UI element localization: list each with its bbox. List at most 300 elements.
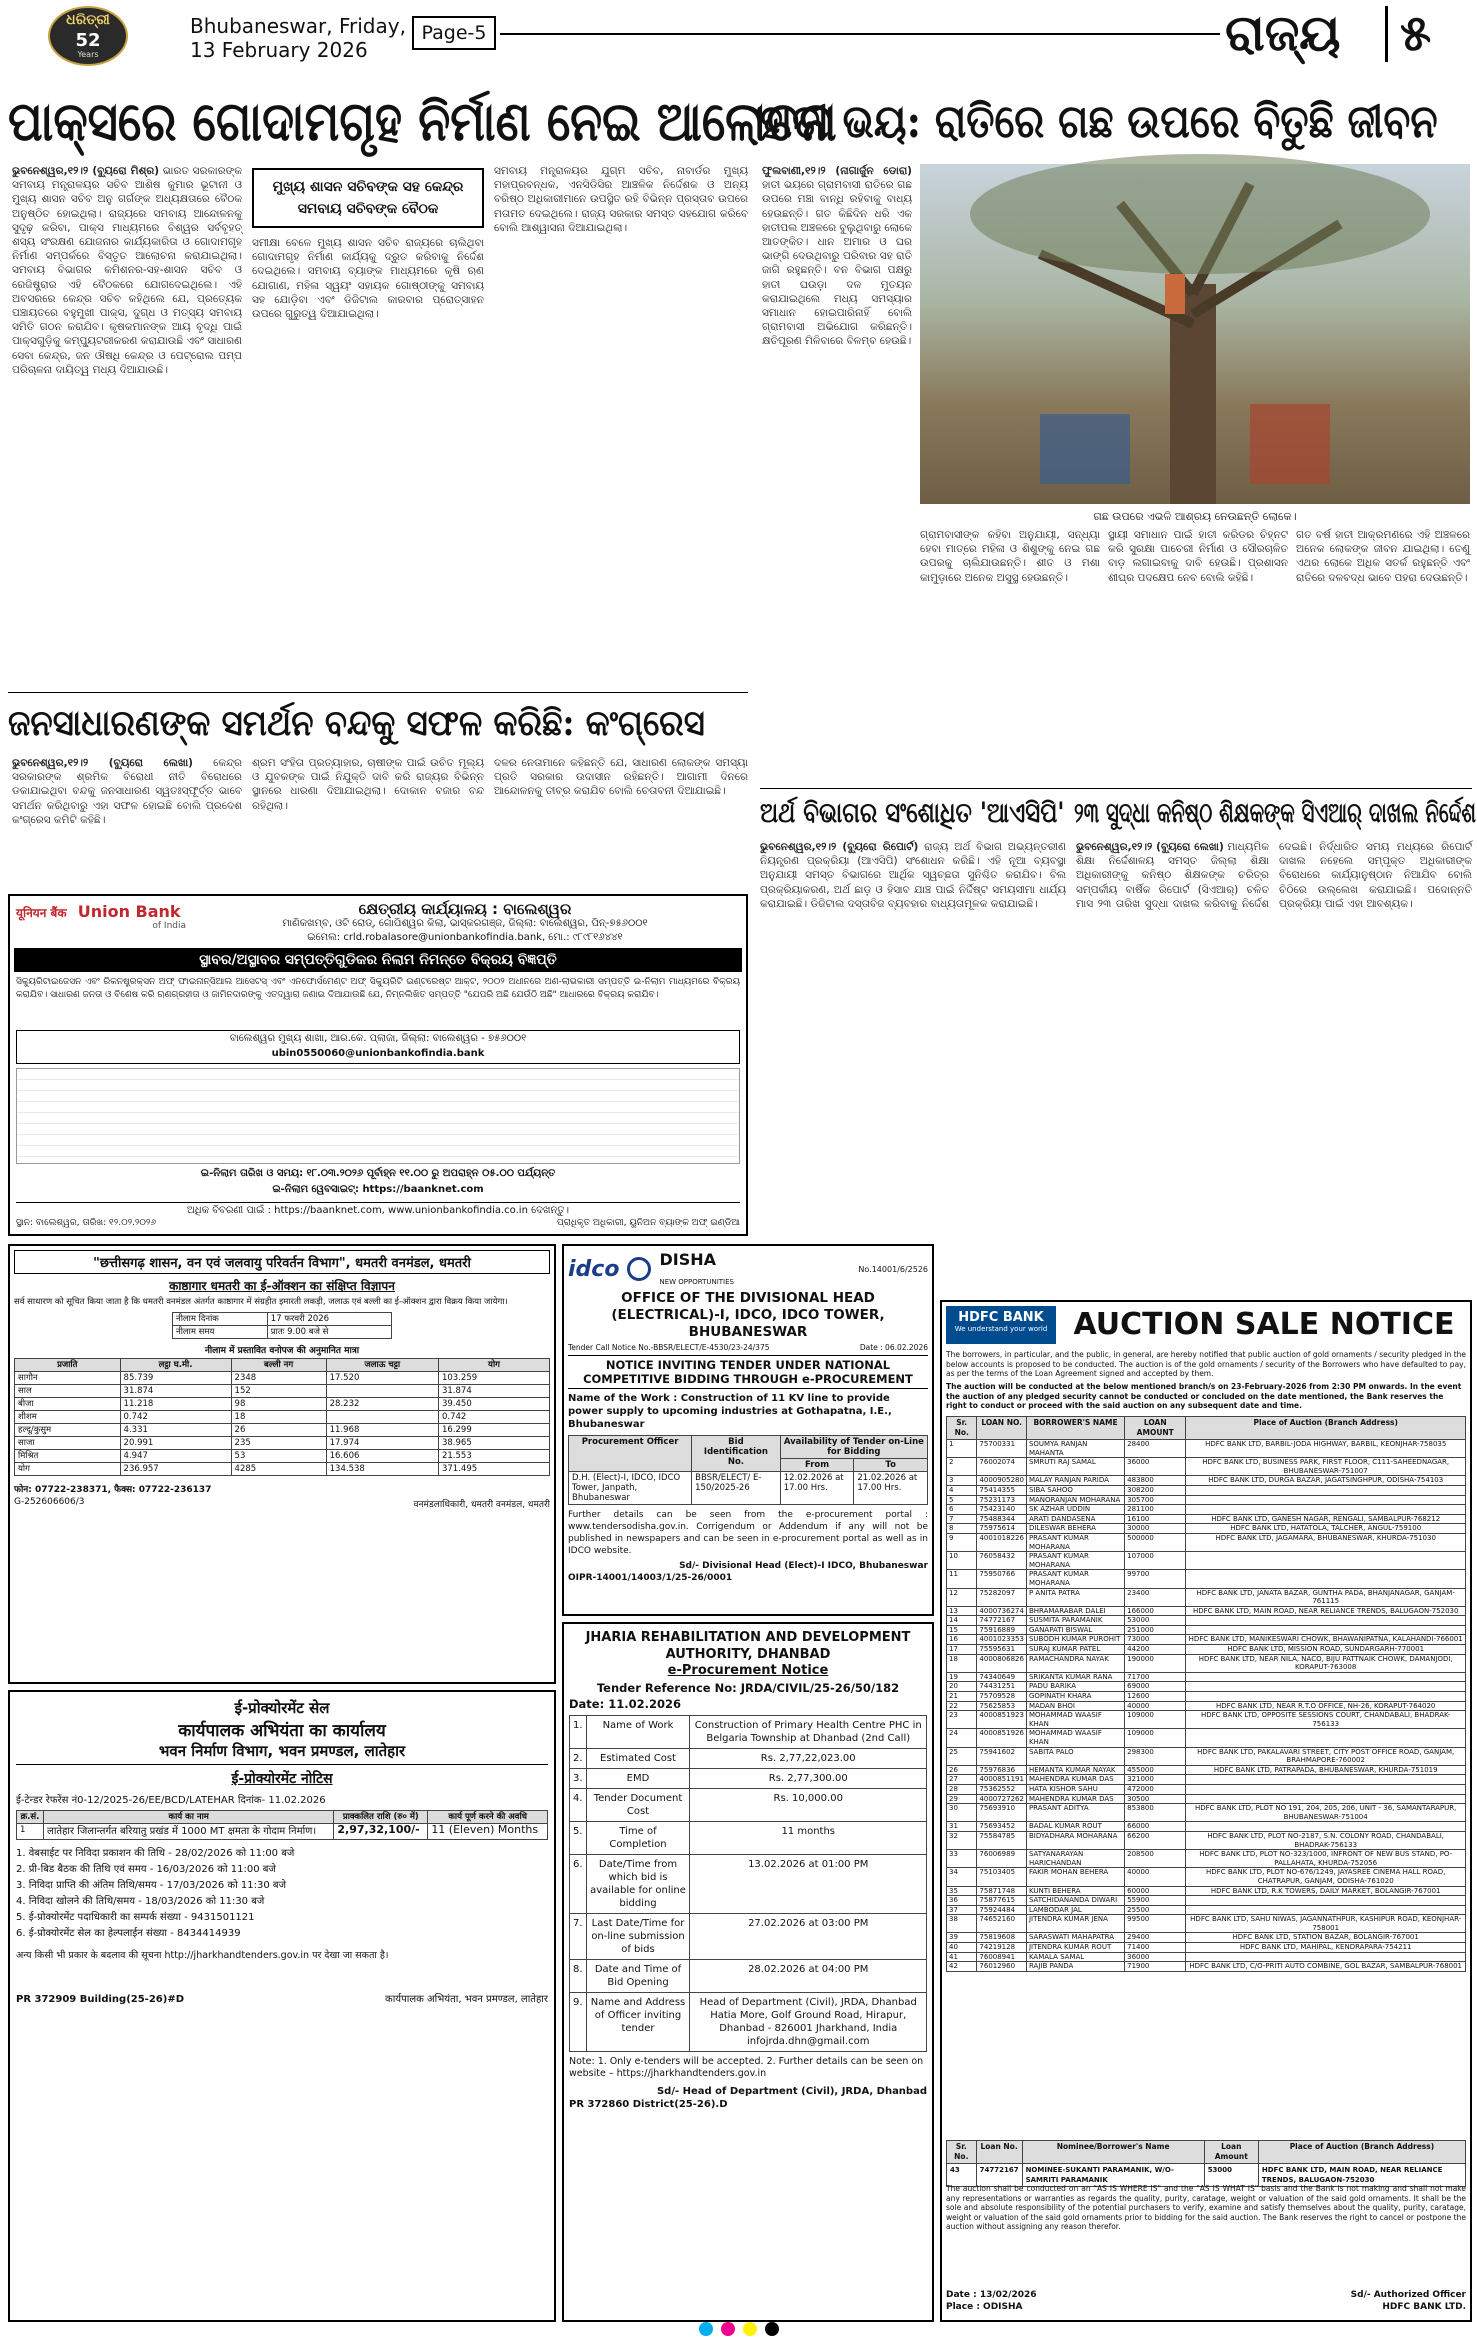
story5-body-a: ମାଧ୍ୟମିକ ଶିକ୍ଷା ନିର୍ଦ୍ଦେଶାଳୟ ସମସ୍ତ ଜିଲ୍ଲା ଶିକ୍ଷା ଅଧିକାରୀଙ୍କୁ କନିଷ୍ଠ ଶିକ୍ଷକଙ୍କ ଚରିତ୍ର ସମ୍ପର୍କୀୟ ବାର୍ଷିକ ରିପୋର୍ଟ (ସିଏଆର୍) ଚଳିତ ମାସ ୨୩ ତାରିଖ ସୁଦ୍ଧା ଦାଖଲ କରିବାକୁ ନିର୍ଦ୍ଦେଶ ଦେଇଛି। (1076, 841, 1312, 910)
hdfc-row-cell: 36000 (1125, 1952, 1186, 1962)
cg-table-title: नीलाम में प्रस्तावित वनोपज की अनुमानित मात्रा (204, 1346, 360, 1356)
hdfc-row-cell: HDFC BANK LTD, SAHU NIWAS, JAGANNATHPUR, KASHIPUR ROAD, KEONJHAR-758001 (1186, 1915, 1466, 1933)
story3-dateline: ଫୁଲବାଣୀ,୧୨।୨ (ନାଗାର୍ଜୁନ ଡୋରା) (762, 165, 912, 177)
hdfc-row-cell (1186, 1794, 1466, 1804)
jrda-row-cell: 27.02.2026 at 03:00 PM (690, 1914, 927, 1960)
hdfc-row (947, 1440, 1466, 1458)
story2-body-a: କେନ୍ଦ୍ର ସରକାରଙ୍କ ଶ୍ରମିକ ବିରୋଧୀ ନୀତି ବିରୋଧରେ ଡକାଯାଇଥିବା ବନ୍ଦକୁ ଜନସାଧାରଣ ସ୍ୱତଃସ୍ଫୂର୍ତ୍ତ ଭାବେ ସମର୍ଥନ କରିଥିବାରୁ ଏହା ସଫଳ ହୋଇଛି ବୋଲି ପ୍ରଦେଶ କଂଗ୍ରେସ କମିଟି କହିଛି। (12, 757, 242, 826)
jh-work-table (16, 1810, 548, 1840)
union-signatory: ପ୍ରାଧିକୃତ ଅଧିକାରୀ, ୟୁନିଅନ ବ୍ୟାଙ୍କ ଅଫ୍ ଇଣ୍ଡିଆ (557, 1218, 740, 1228)
hdfc-row-cell: 74431251 (977, 1682, 1027, 1692)
hdfc-row (947, 1896, 1466, 1906)
hdfc-row-cell: KAMALA SAMAL (1026, 1952, 1124, 1962)
story1-headline: ପାକ୍ସରେ ଗୋଦାମଗୃହ ନିର୍ମାଣ ନେଇ ଆଲୋଚନା (8, 89, 837, 153)
hdfc-row (947, 1701, 1466, 1711)
hdfc-row (947, 1711, 1466, 1729)
jrda-row-cell: 2. (570, 1749, 587, 1769)
hdfc-row (947, 1476, 1466, 1486)
hdfc-row-cell (1186, 1905, 1466, 1915)
hdfc-row-cell: 75584785 (977, 1831, 1027, 1849)
cg-row-cell: 2348 (231, 1372, 326, 1385)
hdfc-row-cell: 38 (947, 1915, 977, 1933)
idco-notice: NOTICE INVITING TENDER UNDER NATIONAL COMPETITIVE BIDDING THROUGH e-PROCUREMENT (568, 1355, 928, 1389)
union-bank-name-hindi: यूनियन बैंक (16, 906, 67, 920)
hdfc-row-cell: 40000 (1125, 1701, 1186, 1711)
rule-story4 (760, 788, 1472, 789)
hdfc-nominee-header-cell: Loan Amount (1204, 2141, 1258, 2164)
hdfc-row-cell: 75950766 (977, 1570, 1027, 1588)
hdfc-row-cell: 75976836 (977, 1765, 1027, 1775)
cg-date-table (172, 1312, 392, 1339)
hdfc-row-cell: 4000851926 (977, 1729, 1027, 1747)
hdfc-row-cell (1186, 1616, 1466, 1626)
hdfc-row-cell: SOUMYA RANJAN MAHANTA (1026, 1440, 1124, 1458)
story2-body-b: ଶ୍ରମ ସଂହିତା ପ୍ରତ୍ୟାହାର, ଚାଷୀଙ୍କ ପାଇଁ ଉଚିତ ମୂଲ୍ୟ ଓ ଯୁବକଙ୍କ ପାଇଁ ନିଯୁକ୍ତି ଦାବି କରି ରାଜ୍ୟର ବିଭିନ୍ନ ସ୍ଥାନରେ ଧାରଣା ଦିଆଯାଇଥିଲା। ଦୋକାନ ବଜାର ବନ୍ଦ ରହିଥିଲା। (252, 757, 484, 812)
union-place-date: ସ୍ଥାନ: ବାଲେଶ୍ୱର, ତାରିଖ: ୧୨.୦୨.୨୦୨୬ (16, 1218, 157, 1228)
hdfc-row-cell: 75709528 (977, 1692, 1027, 1702)
hdfc-row-cell: 107000 (1125, 1552, 1186, 1570)
jrda-row-cell: Name of Work (586, 1716, 690, 1749)
jrda-table (569, 1715, 927, 2052)
hdfc-row-cell: 308200 (1125, 1485, 1186, 1495)
hdfc-title: AUCTION SALE NOTICE (1073, 1307, 1455, 1342)
jrda-row-cell: Construction of Primary Health Centre PHC in Belgaria Township at Dhanbad (2nd Call) (690, 1716, 927, 1749)
hdfc-place: Place : ODISHA (946, 2302, 1023, 2312)
hdfc-row-cell: 36 (947, 1896, 977, 1906)
hdfc-row-cell: 30 (947, 1804, 977, 1822)
hdfc-row-cell: HEMANTA KUMAR NAYAK (1026, 1765, 1124, 1775)
hdfc-row-cell (1186, 1552, 1466, 1570)
logo-name: ଧରିତ୍ରୀ (66, 12, 110, 28)
hdfc-row (947, 1692, 1466, 1702)
hdfc-row-cell: 75916889 (977, 1625, 1027, 1635)
idco-sign: Sd/- Divisional Head (Elect)-I IDCO, Bhubaneswar (679, 1561, 928, 1571)
hdfc-row-cell: SATCHIDANANDA DIWARI (1026, 1896, 1124, 1906)
hdfc-row-cell: 3 (947, 1476, 977, 1486)
jh-line: 1. वेबसाईट पर निविदा प्रकाशन की तिथि - 28/02/2026 को 11:00 बजे (16, 1848, 295, 1859)
jrda-row-cell: EMD (586, 1769, 690, 1789)
hdfc-row-cell: 18 (947, 1654, 977, 1672)
idco-h3b: To (854, 1459, 928, 1472)
cg-row-cell: 134.538 (326, 1463, 438, 1476)
hdfc-row-cell: PRASANT KUMAR MOHARANA (1026, 1533, 1124, 1551)
disha-label: DISHA (659, 1250, 716, 1269)
jrda-row (570, 1749, 927, 1769)
hdfc-row-cell: PRASANT ADITYA (1026, 1804, 1124, 1822)
jrda-pr: PR 372860 District(25-26).D (569, 2099, 728, 2110)
hdfc-row (947, 1524, 1466, 1534)
hdfc-row-cell: HDFC BANK LTD, BARBIL-JODA HIGHWAY, BARBIL, KEONJHAR-758035 (1186, 1440, 1466, 1458)
hdfc-row (947, 1682, 1466, 1692)
jh-lines (16, 1846, 548, 1942)
hdfc-row-cell: SMRUTI RAJ SAMAL (1026, 1458, 1124, 1476)
jh-line: 4. निविदा खोलने की तिथि/समय - 18/03/2026 को 11:30 बजे (16, 1896, 265, 1907)
hdfc-row-cell: RAJIB PANDA (1026, 1962, 1124, 1972)
jrda-row-cell: 13.02.2026 at 01:00 PM (690, 1855, 927, 1914)
hdfc-row-cell: 16100 (1125, 1514, 1186, 1524)
union-branch-line: ବାଲେଶ୍ୱର ମୁଖ୍ୟ ଶାଖା, ଆର.କେ. ପ୍ଲାଜା, ଜିଲ୍ଲା: ବାଲେଶ୍ୱର - ୭୫୬୦୦୧ (229, 1033, 527, 1044)
union-property-details (16, 1068, 740, 1164)
hdfc-row-cell: 109000 (1125, 1729, 1186, 1747)
hdfc-bold-line: The auction will be conducted at the below mentioned branch/s on 23-February-2026 from 2:30 PM onwards. In the event the auction of any pledged security cannot be conducted or concluded on the date mentioned, the Bank reserves the right to conduct or proceed with the said auction on any subsequent date and time. (946, 1382, 1462, 1410)
cg-signatory: वनमंडलाधिकारी, धमतरी वनमंडल, धमतरी (413, 1500, 550, 1510)
hdfc-row-cell: FAKIR MOHAN BEHERA (1026, 1868, 1124, 1886)
jrda-row (570, 1914, 927, 1960)
idco-c1: D.H. (Elect)-I, IDCO, IDCO Tower, Janpath, Bhubaneswar (569, 1472, 692, 1505)
hdfc-row-cell: 7 (947, 1514, 977, 1524)
cg-row-cell: साल (15, 1385, 121, 1398)
jrda-row-cell: 11 months (690, 1822, 927, 1855)
hdfc-row (947, 1588, 1466, 1606)
hdfc-row-cell: HDFC BANK LTD, PLOT NO-676/1249, JAYASREE CINEMA HALL ROAD, CHATRAPUR, GANJAM, ODISHA-761020 (1186, 1868, 1466, 1886)
story3-col3 (1108, 528, 1288, 764)
jrda-row-cell: Rs. 2,77,300.00 (690, 1769, 927, 1789)
hdfc-row-cell: SIBA SAHOO (1026, 1485, 1124, 1495)
jh-line: 3. निविदा प्राप्ति की अंतिम तिथि/समय - 17/03/2026 को 11:30 बजे (16, 1880, 286, 1891)
cg-row-cell: 371.495 (438, 1463, 549, 1476)
cg-row-cell: साजा (15, 1437, 121, 1450)
story3-col2 (920, 528, 1100, 764)
cg-subtitle: काष्ठागार धमतरी का ई-ऑक्शन का संक्षिप्त विज्ञापन (169, 1279, 395, 1293)
hdfc-row-cell: HDFC BANK LTD, OPPOSITE SESSIONS COURT, CHANDABALI, BHADRAK-756133 (1186, 1711, 1466, 1729)
hdfc-row-cell: BIDYADHARA MOHARANA (1026, 1831, 1124, 1849)
hdfc-row-cell: 1 (947, 1440, 977, 1458)
jrda-row-cell: 9. (570, 1993, 587, 2052)
hdfc-row-cell: 4001018226 (977, 1533, 1027, 1551)
hdfc-nominee-table (946, 2140, 1466, 2187)
jh-line: 2. प्री-बिड बैठक की तिथि एवं समय - 16/03/2026 को 11:00 बजे (16, 1864, 276, 1875)
dateline-date: 13 February 2026 (190, 38, 368, 62)
cg-row-cell: 4.947 (120, 1450, 231, 1463)
story1-col1 (12, 164, 242, 684)
hdfc-row-cell: 71900 (1125, 1962, 1186, 1972)
hdfc-row-cell: 53000 (1125, 1616, 1186, 1626)
cg-row-cell: 85.739 (120, 1372, 231, 1385)
cg-row-cell: 17.974 (326, 1437, 438, 1450)
story3-body-d: ସ୍ଥାୟୀ ସମାଧାନ ପାଇଁ ହାତୀ କରିଡର ଚିହ୍ନଟ କରି ସୁରକ୍ଷା ପାଚେରୀ ନିର୍ମାଣ ଓ ସୌରଚାଳିତ ବାଡ଼ ଲଗାଇବାକୁ ଦାବି ହେଉଛି। ପ୍ରଶାସନ ଶୀଘ୍ର ପଦକ୍ଷେପ ନେବ ବୋଲି କହିଛି। (1108, 529, 1288, 584)
jh-line: 5. ई-प्रोक्योरमेंट पदाधिकारी का सम्पर्क संख्या - 9431501121 (16, 1912, 255, 1923)
section-divider (1385, 6, 1388, 62)
hdfc-row-cell: 21 (947, 1692, 977, 1702)
logo-years-label: Years (77, 50, 99, 59)
hdfc-row (947, 1952, 1466, 1962)
hdfc-row-cell: 4000727262 (977, 1794, 1027, 1804)
idco-c4: 21.02.2026 at 17.00 Hrs. (854, 1472, 928, 1505)
hdfc-row-cell: 76008941 (977, 1952, 1027, 1962)
jrda-subtitle: e-Procurement Notice (667, 1663, 829, 1678)
hdfc-row-cell: 23400 (1125, 1588, 1186, 1606)
hdfc-row (947, 1672, 1466, 1682)
hdfc-row-cell: 42 (947, 1962, 977, 1972)
hdfc-row-cell: HDFC BANK LTD, PLOT NO 191, 204, 205, 206, UNIT - 36, SAMANTARAPUR, BHUBANESWAR-751004 (1186, 1804, 1466, 1822)
hdfc-row-cell: 40 (947, 1943, 977, 1953)
cg-code: G-252606606/3 (14, 1497, 85, 1507)
hdfc-row-cell: 32 (947, 1831, 977, 1849)
hdfc-row-cell: 74652160 (977, 1915, 1027, 1933)
separator-line (500, 33, 1220, 35)
cg-date-label: नीलाम दिनांक (173, 1313, 268, 1326)
hdfc-row-cell: 12 (947, 1588, 977, 1606)
hdfc-row-cell: 15 (947, 1625, 977, 1635)
hdfc-row (947, 1729, 1466, 1747)
hdfc-row-cell: 30000 (1125, 1524, 1186, 1534)
hdfc-row-cell: 10 (947, 1552, 977, 1570)
story5-body-b: ନିର୍ଦ୍ଧାରିତ ସମୟ ମଧ୍ୟରେ ରିପୋର୍ଟ ଦାଖଲ ନହେଲେ ସମ୍ପୃକ୍ତ ଅଧିକାରୀଙ୍କ ବିରୋଧରେ କାର୍ଯ୍ୟାନୁଷ୍ଠାନ ନିଆଯିବ ବୋଲି ଚିଠିରେ ଉଲ୍ଲେଖ କରାଯାଇଛି। ପଦୋନ୍ନତି ପ୍ରକ୍ରିୟା ପାଇଁ ଏହା ଆବଶ୍ୟକ। (1279, 841, 1472, 910)
jrda-row-cell: Date and Time of Bid Opening (586, 1960, 690, 1993)
union-footer: ଅଧିକ ବିବରଣୀ ପାଇଁ : https://baanknet.com, www.unionbankofindia.co.in ଦେଖନ୍ତୁ। (16, 1202, 740, 1216)
cg-row-cell: 53 (231, 1450, 326, 1463)
jh-cell-sno: 1 (17, 1824, 44, 1840)
hdfc-row (947, 1485, 1466, 1495)
disha-sub: NEW OPPORTUNITIES (659, 1278, 734, 1286)
hdfc-row-cell: SK AZHAR UDDIN (1026, 1505, 1124, 1515)
jrda-row (570, 1993, 927, 2052)
hdfc-row-cell: 41 (947, 1952, 977, 1962)
hdfc-terms: The auction shall be conducted on an "AS IS WHERE IS" and the "AS IS WHAT IS" basis and the Bank is not making and shall not make any representations or warranties as regards the quality, purity, caratage, weight or valuation of the said gold ornaments. It shall be the sole and absolute responsibility of the potential purchasers to verify, examine and satisfy themselves about the quality, purity, caratage, weight or valuation of the said gold ornaments prior to bidding for the said auction. The Bank reserves the right to cancel or postpone the auction without assigning any reason therefor. (946, 2184, 1466, 2231)
hdfc-row-cell: 22 (947, 1701, 977, 1711)
hdfc-row-cell: 39 (947, 1933, 977, 1943)
hdfc-nominee-row-cell: 53000 (1204, 2164, 1258, 2187)
hdfc-row-cell: HDFC BANK LTD, NEAR R.T.O OFFICE, NH-26, KORAPUT-764020 (1186, 1701, 1466, 1711)
story2-headline: ଜନସାଧାରଣଙ୍କ ସମର୍ଥନ ବନ୍ଦକୁ ସଫଳ କରିଛି: କଂଗ୍ରେସ (8, 702, 705, 744)
story1-col2 (252, 236, 484, 684)
cg-row (15, 1437, 550, 1450)
idco-h3a: From (780, 1459, 854, 1472)
hdfc-row-cell: HDFC BANK LTD, HATATOLA, TALCHER, ANGUL-759100 (1186, 1524, 1466, 1534)
cg-row-cell: 17.520 (326, 1372, 438, 1385)
hdfc-row-cell: MAHENDRA KUMAR DAS (1026, 1775, 1124, 1785)
cg-row-cell: 235 (231, 1437, 326, 1450)
hdfc-row-cell: 25 (947, 1747, 977, 1765)
hdfc-row-cell: HDFC BANK LTD, JANATA BAZAR, GUNTHA PADA, BHANJANAGAR, GANJAM-761115 (1186, 1588, 1466, 1606)
jrda-row-cell: 5. (570, 1822, 587, 1855)
cg-row-cell: 39.450 (438, 1398, 549, 1411)
hdfc-row (947, 1625, 1466, 1635)
hdfc-row (947, 1505, 1466, 1515)
hdfc-row-cell: 6 (947, 1505, 977, 1515)
hdfc-row (947, 1784, 1466, 1794)
cg-row (15, 1398, 550, 1411)
hdfc-row-cell (1186, 1952, 1466, 1962)
hdfc-row (947, 1775, 1466, 1785)
story4-body-a: ରାଜ୍ୟ ଅର୍ଥ ବିଭାଗ ଅଭ୍ୟନ୍ତରୀଣ ନିୟନ୍ତ୍ରଣ ପ୍ରକ୍ରିୟା (ଆଏସିପି) ସଂଶୋଧନ କରିଛି। ଏହି ନୂଆ ବ୍ୟବସ୍ଥା ଅନୁଯାୟୀ ସମସ୍ତ ବିଭାଗରେ ଆର୍ଥିକ ସ୍ୱଚ୍ଛତା ସୁନିଶ୍ଚିତ କରାଯିବ। (760, 841, 1066, 882)
story1-body-b: ଏହି ଅବସରରେ କେନ୍ଦ୍ର ସଚିବ କହିଥିଲେ ଯେ, ପ୍ରତ୍ୟେକ ପଞ୍ଚାୟତରେ ବହୁମୁଖୀ ପାକ୍ସ, ଦୁଗ୍ଧ ଓ ମତ୍ସ୍ୟ ସମବାୟ ସମିତି ଗଠନ କରାଯିବ। କୃଷକମାନଙ୍କ ଆୟ ବୃଦ୍ଧି ପାଇଁ ପାକ୍ସଗୁଡ଼ିକୁ କମ୍ପ୍ୟୁଟରୀକରଣ କରାଯାଉଛି ଏବଂ ସାଧାରଣ ସେବା କେନ୍ଦ୍ର, ଜନ ଔଷଧି କେନ୍ଦ୍ର ଓ ପେଟ୍ରୋଲ ପମ୍ପ ପରିଚାଳନା ଦାୟିତ୍ୱ ମଧ୍ୟ ଦିଆଯାଉଛି। (12, 278, 242, 376)
hdfc-row-cell: 30500 (1125, 1794, 1186, 1804)
jrda-date: Date: 11.02.2026 (569, 1697, 681, 1711)
hdfc-row-cell: 4001023353 (977, 1635, 1027, 1645)
idco-h1: Procurement Officer (569, 1436, 692, 1472)
hdfc-row-cell: MAHENDRA KUMAR DAS (1026, 1794, 1124, 1804)
hdfc-row-cell: HDFC BANK LTD, MAIN ROAD, NEAR RELIANCE TRENDS, BALUGAON-752030 (1186, 1606, 1466, 1616)
jrda-row (570, 1789, 927, 1822)
hdfc-row-cell: 36000 (1125, 1458, 1186, 1476)
dateline-city: Bhubaneswar, Friday, (190, 14, 406, 38)
registration-marks (0, 2322, 1477, 2339)
hdfc-row (947, 1654, 1466, 1672)
hdfc-row-cell: MALAY RANJAN PARIDA (1026, 1476, 1124, 1486)
hdfc-row-cell: SATYANARAYAN HARICHANDAN (1026, 1850, 1124, 1868)
jrda-note: Note: 1. Only e-tenders will be accepted. 2. Further details can be seen on website – https://jharkhandtenders.gov.in (569, 2056, 924, 2079)
union-office-addr: ମାଣିକଖମ୍ବ, ଓଟି ରୋଡ୍, ଗୋପିଶ୍ୱର କିଲା, ଭାସ୍କରଗଞ୍ଜ, ଜିଲ୍ଲା: ବାଲେଶ୍ୱର, ପିନ୍-୭୫୬୦୦୧ (282, 918, 648, 929)
cg-header-row-cell: प्रजाति (15, 1359, 121, 1372)
idco-oipr: OIPR-14001/14003/1/25-26/0001 (568, 1573, 733, 1583)
union-website-line: ଇ-ନିଲାମ ୱେବସାଇଟ୍: https://baanknet.com (272, 1184, 484, 1195)
hdfc-row-cell: 75924484 (977, 1905, 1027, 1915)
hdfc-row-cell: 11 (947, 1570, 977, 1588)
hdfc-row-cell: SUSMITA PARAMANIK (1026, 1616, 1124, 1626)
hdfc-footer (946, 2290, 1466, 2318)
hdfc-header-row-cell: Sr. No. (947, 1417, 977, 1440)
jh-cell-period: 11 (Eleven) Months (428, 1824, 548, 1840)
hdfc-row-cell: PRASANT KUMAR MOHARANA (1026, 1552, 1124, 1570)
hdfc-row-cell: HDFC BANK LTD, PAKALAVARI STREET, CITY POST OFFICE ROAD, GANJAM, BRAHMAPORE-760002 (1186, 1747, 1466, 1765)
jrda-row (570, 1960, 927, 1993)
logo-years: 52 (75, 30, 101, 51)
hdfc-row-cell: 281100 (1125, 1505, 1186, 1515)
hdfc-row-cell: 75231173 (977, 1495, 1027, 1505)
cg-header-row-cell: लट्ठा घ.मी. (120, 1359, 231, 1372)
hdfc-row-cell: 76006989 (977, 1850, 1027, 1868)
story4-body-b: ବିଲ ପ୍ରକ୍ରିୟାକରଣ, ଅର୍ଥ ଛାଡ଼ ଓ ହିସାବ ଯାଞ୍ଚ ପାଇଁ ନିର୍ଦ୍ଦିଷ୍ଟ ସମୟସୀମା ଧାର୍ଯ୍ୟ କରାଯାଇଛି। ଡିଜିଟାଲ ଦସ୍ତାବିଜ ବ୍ୟବହାର ବାଧ୍ୟତାମୂଳକ କରାଯାଇଛି। (760, 869, 1066, 910)
story3-col4 (1296, 528, 1470, 764)
jh-title3: भवन निर्माण विभाग, भवन प्रमण्डल, लातेहार (16, 1741, 548, 1765)
hdfc-row-cell: 76012960 (977, 1962, 1027, 1972)
hdfc-row-cell: PADU BARIKA (1026, 1682, 1124, 1692)
hdfc-row-cell: ARATI DANDASENA (1026, 1514, 1124, 1524)
jrda-row-cell: Last Date/Time for on-line submission of bids (586, 1914, 690, 1960)
hdfc-row-cell: MOHAMMAD WAASIF KHAN (1026, 1729, 1124, 1747)
hdfc-row (947, 1645, 1466, 1655)
hdfc-row-cell: 75941602 (977, 1747, 1027, 1765)
hdfc-auction (940, 1300, 1472, 2322)
hdfc-row (947, 1533, 1466, 1551)
story3-body-b: ବନ ବିଭାଗ ପକ୍ଷରୁ ହାତୀ ଘଉଡ଼ା ଦଳ ମୁତୟନ କରାଯାଇଥିଲେ ମଧ୍ୟ ସମସ୍ୟାର ସମାଧାନ ହୋଇପାରିନାହିଁ ବୋଲି ଗ୍ରାମବାସୀ ଅଭିଯୋଗ କରିଛନ୍ତି। କ୍ଷତିପୂରଣ ମିଳିବାରେ ବିଳମ୍ବ ହେଉଛି। (762, 264, 912, 348)
hdfc-row-cell: 483800 (1125, 1476, 1186, 1486)
hdfc-row-cell: 75693452 (977, 1822, 1027, 1832)
rule-story2 (8, 692, 748, 693)
cg-row (15, 1372, 550, 1385)
hdfc-row-cell: 17 (947, 1645, 977, 1655)
cg-header-row (15, 1359, 550, 1372)
jh-title2: कार्यपालक अभियंता का कार्यालय (178, 1721, 386, 1741)
hdfc-row-cell: 75423140 (977, 1505, 1027, 1515)
hdfc-row-cell: 69000 (1125, 1682, 1186, 1692)
hdfc-row-cell: 25500 (1125, 1905, 1186, 1915)
jh-line: 6. ई-प्रोक्योरमेंट सेल का हेल्पलाईन संख्या - 8434414939 (16, 1928, 241, 1939)
hdfc-row-cell: 14 (947, 1616, 977, 1626)
hdfc-row-cell: 27 (947, 1775, 977, 1785)
cg-row-cell: 16.606 (326, 1450, 438, 1463)
hdfc-row-cell (1186, 1729, 1466, 1747)
hdfc-row-cell (1186, 1485, 1466, 1495)
hdfc-row (947, 1794, 1466, 1804)
jrda-row-cell: Name and Address of Officer inviting tender (586, 1993, 690, 2052)
cg-row-cell: 152 (231, 1385, 326, 1398)
hdfc-row-cell: 75819608 (977, 1933, 1027, 1943)
idco-c2: BBSR/ELECT/ E-150/2025-26 (692, 1472, 781, 1505)
story3-body-e: ଗତ ବର୍ଷ ହାତୀ ଆକ୍ରମଣରେ ଏହି ଅଞ୍ଚଳରେ ଅନେକ ଲୋକଙ୍କ ଜୀବନ ଯାଇଥିଲା। ତେଣୁ ଏଥର ଲୋକେ ଅଧିକ ସତର୍କ ରହୁଛନ୍ତି ଏବଂ ରାତିରେ ଦଳବଦ୍ଧ ଭାବେ ପହରା ଦେଉଛନ୍ତି। (1296, 529, 1470, 584)
hdfc-row-cell: 74340649 (977, 1672, 1027, 1682)
hdfc-tagline: We understand your world (954, 1325, 1048, 1333)
cg-header-row-cell: जलाऊ चट्टा (326, 1359, 438, 1372)
idco-further: Further details can be seen from the e-procurement portal : www.tendersodisha.gov.in. Corrigendum or Addendum if any will not be published in newspapers and can be seen in e-procurement portal as well as in IDCO website. (568, 1510, 928, 1556)
hdfc-row (947, 1905, 1466, 1915)
hdfc-header-row-cell: LOAN NO. (977, 1417, 1027, 1440)
jh-ref: ई-टेन्डर रेफरेंस नं0-12/2025-26/EE/BCD/LATEHAR दिनांक- 11.02.2026 (16, 1795, 326, 1806)
hdfc-row-cell: HDFC BANK LTD, PATRAPADA, BHUBANESWAR, KHURDA-751019 (1186, 1765, 1466, 1775)
story2-col3 (494, 756, 748, 876)
hdfc-row-cell: DILESWAR BEHERA (1026, 1524, 1124, 1534)
story4-headline: ଅର୍ଥ ବିଭାଗର ସଂଶୋଧିତ 'ଆଏସିପି' (760, 796, 1065, 829)
union-body: ସିକ୍ୟୁରିଟାଇଜେସନ ଏବଂ ରିକନଷ୍ଟ୍ରକ୍ସନ ଅଫ୍ ଫାଇନାନ୍ସିଆଲ ଆସେଟସ୍ ଏବଂ ଏନଫୋର୍ସମେଣ୍ଟ ଅଫ୍ ସିକ୍ୟୁରିଟି ଇଣ୍ଟରେଷ୍ଟ ଆକ୍ଟ, ୨୦୦୨ ଅଧୀନରେ ଅଣ-ଲାଭକାରୀ ସମ୍ପତ୍ତି ଇ-ନିଲାମ ମାଧ୍ୟମରେ ବିକ୍ରୟ କରାଯିବ। ସାଧାରଣ ଜନତା ଓ ବିଶେଷ କରି ଋଣଗ୍ରହୀତା ଓ ଜାମିନଦାରଙ୍କୁ ଏତଦ୍ୱାରା ଜଣାଇ ଦିଆଯାଉଛି ଯେ, ନିମ୍ନଲିଖିତ ସମ୍ପତ୍ତି "ଯେପରି ଅଛି ଯେଉଁଠି ଅଛି" ଆଧାରରେ ବିକ୍ରୟ କରାଯିବ। (16, 977, 740, 1000)
hdfc-row-cell: SURAJ KUMAR PATEL (1026, 1645, 1124, 1655)
idco-ref-no: No.14001/6/2526 (858, 1264, 928, 1274)
cg-row-cell: 28.232 (326, 1398, 438, 1411)
cg-row-cell: सागौन (15, 1372, 121, 1385)
cg-header-row-cell: बल्ली नग (231, 1359, 326, 1372)
jrda-row-cell: Time of Completion (586, 1822, 690, 1855)
cg-row-cell: बीजा (15, 1398, 121, 1411)
hdfc-row (947, 1850, 1466, 1868)
hdfc-row-cell: 305700 (1125, 1495, 1186, 1505)
cg-row-cell: 18 (231, 1411, 326, 1424)
hdfc-row-cell: 35 (947, 1886, 977, 1896)
idco-table (568, 1435, 928, 1505)
hdfc-row-cell: JITENDRA KUMAR JENA (1026, 1915, 1124, 1933)
hdfc-row-cell: 76002074 (977, 1458, 1027, 1476)
cg-row (15, 1463, 550, 1476)
hdfc-row-cell: 75975614 (977, 1524, 1027, 1534)
jrda-row-cell: 28.02.2026 at 04:00 PM (690, 1960, 927, 1993)
hdfc-row (947, 1765, 1466, 1775)
jh-col3: प्राक्कलित राशि (रु० में) (334, 1811, 428, 1824)
hdfc-row-cell: HDFC BANK LTD, PLOT NO-323/1000, INFRONT OF NEW BUS STAND, PO-PALLAHATA, KHURDA-752056 (1186, 1850, 1466, 1868)
hdfc-row-cell: 9 (947, 1533, 977, 1551)
jh-col2: कार्य का नाम (44, 1811, 334, 1824)
cg-row-cell (326, 1385, 438, 1398)
hdfc-row (947, 1804, 1466, 1822)
hdfc-row-cell: HDFC BANK LTD, PLOT NO-2187, S.N. COLONY ROAD, CHANDABALI, BHADRAK-756133 (1186, 1831, 1466, 1849)
hdfc-row-cell: 75488344 (977, 1514, 1027, 1524)
hdfc-logo (946, 1306, 1056, 1344)
hdfc-row-cell: 71400 (1125, 1943, 1186, 1953)
idco-tender (562, 1244, 934, 1616)
hdfc-row-cell: 4000736274 (977, 1606, 1027, 1616)
hdfc-row-cell: 29 (947, 1794, 977, 1804)
hdfc-row-cell: GOPINATH KHARA (1026, 1692, 1124, 1702)
jh-col1: क्र.सं. (17, 1811, 44, 1824)
hdfc-row-cell: 60000 (1125, 1886, 1186, 1896)
hdfc-row-cell: 76058432 (977, 1552, 1027, 1570)
hdfc-nominee-header-cell: Place of Auction (Branch Address) (1258, 2141, 1465, 2164)
hdfc-row (947, 1458, 1466, 1476)
hdfc-row-cell (1186, 1625, 1466, 1635)
hdfc-row-cell: 13 (947, 1606, 977, 1616)
hdfc-row-cell: SARASWATI MAHAPATRA (1026, 1933, 1124, 1943)
hdfc-row (947, 1933, 1466, 1943)
cg-row (15, 1450, 550, 1463)
hdfc-row-cell: 24 (947, 1729, 977, 1747)
hdfc-row-cell: 75595631 (977, 1645, 1027, 1655)
hdfc-row-cell: HDFC BANK LTD, R.K TOWERS, DAILY MARKET, BOLANGIR-767001 (1186, 1886, 1466, 1896)
hdfc-row-cell: BHRAMARABAR DALEI (1026, 1606, 1124, 1616)
story1-body-a: ଭାରତ ସରକାରଙ୍କ ସମବାୟ ମନ୍ତ୍ରାଳୟର ସଚିବ ଆଶିଷ କୁମାର ଭୂଟାନୀ ଓ ମୁଖ୍ୟ ଶାସନ ସଚିବ ଅନୁ ଗର୍ଗଙ୍କ ଅଧ୍ୟକ୍ଷତାରେ ବୈଠକ ଅନୁଷ୍ଠିତ ହୋଇଥିଲା। ରାଜ୍ୟରେ ସମବାୟ ଆନ୍ଦୋଳନକୁ ସୁଦୃଢ଼ କରିବା, ପାକ୍ସ ମାଧ୍ୟମରେ ବିଶ୍ୱର ସର୍ବବୃହତ୍ ଶସ୍ୟ ସଂରକ୍ଷଣ ଯୋଜନାର କାର୍ଯ୍ୟକାରିତା ଓ ଗୋଦାମଗୃହ ନିର୍ମାଣ ସମ୍ପର୍କରେ ବିସ୍ତୃତ ଆଲୋଚନା କରାଯାଇଥିଲା। ସମବାୟ ବିଭାଗର କମିଶନର-ସହ-ଶାସନ ସଚିବ ଓ ରେଜିଷ୍ଟ୍ରାର ଏହି ବୈଠକରେ ଯୋଗଦେଇଥିଲେ। (12, 165, 242, 291)
jrda-row-cell: 3. (570, 1769, 587, 1789)
hdfc-row (947, 1552, 1466, 1570)
story1-subhead: ମୁଖ୍ୟ ଶାସନ ସଚିବଙ୍କ ସହ କେନ୍ଦ୍ର ସମବାୟ ସଚିବଙ୍କ ବୈଠକ (272, 179, 464, 217)
hdfc-row (947, 1514, 1466, 1524)
union-bank-name: Union Bank (77, 902, 181, 921)
